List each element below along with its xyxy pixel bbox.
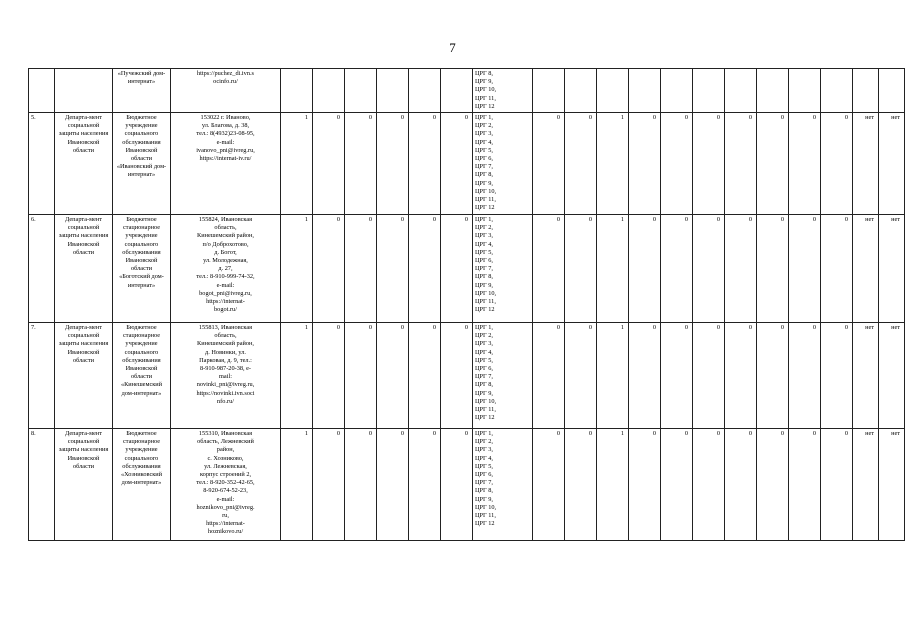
institution-name-cell: «Пучежский дом-интернат» [113,69,171,113]
contact-line: область, [214,224,237,232]
contact-line: hoznikovo_pni@ivreg. [196,503,255,511]
value-cell: 0 [313,113,345,215]
goals-cell [473,113,533,215]
value-cell: 0 [345,429,377,541]
table-row [29,323,905,429]
goal-line: ЦРГ 10, [475,397,497,405]
goal-line: ЦРГ 3, [475,340,493,348]
contact-line: д. Новинки, ул. [205,348,246,356]
department-cell: Департа-мент социальной защиты населения Ивановской области [55,429,113,541]
value-cell: 0 [629,215,661,323]
value-cell: 0 [441,215,473,323]
value-cell: 0 [821,429,853,541]
goal-line: ЦРГ 8, [475,381,493,389]
goal-line: ЦРГ 9, [475,179,493,187]
value-cell: 1 [597,215,629,323]
department-cell: Департа-мент социальной защиты населения Ивановской области [55,113,113,215]
value-cell: 0 [409,429,441,541]
value-cell [693,69,725,113]
contact-line: novinki_pni@ivreg.ru, [196,381,255,389]
value-cell: 1 [281,215,313,323]
value-cell: 0 [629,323,661,429]
contact-line: ru, [222,512,229,520]
value-cell: 0 [345,323,377,429]
goal-line: ЦРГ 7, [475,373,493,381]
goals-cell [473,429,533,541]
goal-line: ЦРГ 6, [475,471,493,479]
contact-line: e-mail: [216,495,235,503]
goal-line: ЦРГ 11, [475,406,496,414]
value-cell: 0 [789,323,821,429]
value-cell: 0 [757,323,789,429]
value-cell: 0 [377,429,409,541]
value-cell: 0 [313,215,345,323]
goal-line: ЦРГ 3, [475,130,493,138]
goal-line: ЦРГ 7, [475,479,493,487]
value-cell: нет [853,215,879,323]
goals-cell [473,215,533,323]
contacts-cell [171,323,281,429]
goal-line: ЦРГ 11, [475,512,496,520]
goal-line: ЦРГ 1, [475,324,493,331]
row-number-cell: 6. [29,215,55,323]
value-cell: 1 [597,429,629,541]
goal-line: ЦРГ 5, [475,248,493,256]
value-cell [345,69,377,113]
contact-line: 155824, Ивановская [198,216,253,223]
value-cell: нет [879,215,905,323]
contact-line: район, [216,446,235,454]
institution-name-cell: Бюджетное учреждение социального обслуживания Ивановской области «Ивановский дом-интернат» [113,113,171,215]
goals-cell [473,69,533,113]
department-cell: Департа-мент социальной защиты населения Ивановской области [55,215,113,323]
contact-line: тел.: 8(4932)23-08-95, [196,130,255,138]
value-cell: 0 [661,429,693,541]
value-cell [565,69,597,113]
goal-line: ЦРГ 2, [475,224,493,232]
value-cell: 1 [281,323,313,429]
goal-line: ЦРГ 6, [475,257,493,265]
contact-line: hoznikovo.ru/ [207,528,244,536]
contact-line: п/о Доброхотово, [202,240,249,248]
value-cell: нет [853,323,879,429]
value-cell: 0 [693,215,725,323]
goal-line: ЦРГ 3, [475,232,493,240]
value-cell: 0 [533,113,565,215]
value-cell: 0 [629,113,661,215]
goal-line: ЦРГ 5, [475,356,493,364]
contacts-cell [171,215,281,323]
value-cell: 0 [661,323,693,429]
row-number-cell: 7. [29,323,55,429]
contact-line: ул. Лежневская, [204,462,247,470]
value-cell: нет [879,113,905,215]
goal-line: ЦРГ 4, [475,138,493,146]
value-cell: 0 [789,113,821,215]
goal-line: ЦРГ 4, [475,348,493,356]
value-cell: 0 [693,113,725,215]
goal-line: ЦРГ 12 [475,102,495,110]
contact-line: bogot.ru/ [214,306,237,314]
goal-line: ЦРГ 11, [475,196,496,204]
value-cell: 0 [565,215,597,323]
goal-line: ЦРГ 8, [475,273,493,281]
goal-line: ЦРГ 7, [475,265,493,273]
contact-line: корпус строений 2, [199,471,252,479]
table-row [29,69,905,113]
contact-line: https://novinki.ivn.soci [196,389,255,397]
value-cell: 0 [313,429,345,541]
value-cell: 0 [533,429,565,541]
value-cell [629,69,661,113]
value-cell: 0 [629,429,661,541]
value-cell: 0 [725,429,757,541]
value-cell: 0 [757,215,789,323]
contact-line: д. 27, [218,265,233,273]
department-cell [55,69,113,113]
goal-line: ЦРГ 7, [475,163,493,171]
contact-line: д. Богот, [214,248,237,256]
goal-line: ЦРГ 11, [475,298,496,306]
institutions-table [28,68,905,541]
value-cell [821,69,853,113]
value-cell: 0 [821,323,853,429]
value-cell [597,69,629,113]
value-cell [377,69,409,113]
goal-line: ЦРГ 3, [475,446,493,454]
contact-line: Парковая, д. 9, тел.: [199,356,252,364]
contact-line: e-mail: [216,138,235,146]
contact-line: 8-910-987-20-38, e- [199,365,252,373]
goal-line: ЦРГ 9, [475,78,493,86]
goal-line: ЦРГ 2, [475,332,493,340]
goal-line: ЦРГ 12 [475,520,495,528]
contact-line: https://internat- [206,298,245,306]
value-cell [789,69,821,113]
value-cell: 0 [725,215,757,323]
goal-line: ЦРГ 9, [475,495,493,503]
goal-line: ЦРГ 5, [475,462,493,470]
value-cell: 0 [409,323,441,429]
value-cell: 1 [597,323,629,429]
value-cell: нет [879,323,905,429]
goal-line: ЦРГ 8, [475,487,493,495]
contact-line: bogot_pni@ivreg.ru, [199,289,252,297]
goal-line: ЦРГ 11, [475,94,496,102]
value-cell [441,69,473,113]
goal-line: ЦРГ 12 [475,306,495,314]
goal-line: ЦРГ 6, [475,365,493,373]
goal-line: ЦРГ 10, [475,86,497,94]
value-cell: 0 [693,323,725,429]
value-cell: 0 [533,215,565,323]
contact-line: e-mail: [216,281,235,289]
goal-line: ЦРГ 6, [475,155,493,163]
table-row [29,113,905,215]
goal-line: ЦРГ 10, [475,289,497,297]
value-cell: 0 [377,323,409,429]
value-cell: 0 [821,113,853,215]
value-cell: 0 [757,113,789,215]
contact-line: Кинешемский район, [197,232,254,240]
value-cell: 0 [345,113,377,215]
goal-line: ЦРГ 1, [475,430,493,437]
value-cell: 0 [821,215,853,323]
contact-line: https://internat- [206,520,245,528]
goal-line: ЦРГ 4, [475,454,493,462]
value-cell: 0 [661,215,693,323]
contact-line: ivanovo_pni@ivreg.ru, [196,146,255,154]
value-cell: 0 [661,113,693,215]
contact-line: тел.: 8-910-999-74-32, [196,273,255,281]
contact-line: Кинешемский район, [197,340,254,348]
value-cell [281,69,313,113]
institution-name-cell: Бюджетное стационарное учреждение социального обслуживания «Хозниковский дом-интернат» [113,429,171,541]
contact-line: с. Хозниково, [207,454,244,462]
value-cell: 0 [441,323,473,429]
goal-line: ЦРГ 1, [475,216,493,223]
value-cell: 0 [377,113,409,215]
table-row [29,215,905,323]
value-cell [533,69,565,113]
contact-line: mail: [219,373,232,381]
value-cell [853,69,879,113]
goal-line: ЦРГ 8, [475,70,493,77]
value-cell: нет [853,429,879,541]
value-cell: 0 [441,429,473,541]
institution-name-cell: Бюджетное стационарное учреждение социального обслуживания Ивановской области «Кинешемский дом-интернат» [113,323,171,429]
value-cell: 0 [725,113,757,215]
value-cell: 0 [789,429,821,541]
contacts-cell [171,69,281,113]
value-cell: 0 [313,323,345,429]
page-number: 7 [449,40,456,55]
contact-line: тел.: 8-920-352-42-65, [196,479,255,487]
value-cell: 0 [725,323,757,429]
row-number-cell: 8. [29,429,55,541]
value-cell: 0 [565,113,597,215]
goals-cell [473,323,533,429]
goal-line: ЦРГ 5, [475,146,493,154]
contact-line: https://internat-iv.ru/ [199,155,252,163]
goal-line: ЦРГ 10, [475,187,497,195]
contact-line: 8-920-674-52-23, [203,487,248,495]
value-cell: 0 [693,429,725,541]
value-cell: 1 [281,113,313,215]
value-cell: 0 [565,429,597,541]
value-cell: 0 [409,215,441,323]
value-cell [725,69,757,113]
contacts-cell [171,429,281,541]
row-number-cell [29,69,55,113]
contact-line: 155310, Ивановская [198,430,253,437]
value-cell: нет [853,113,879,215]
value-cell: 0 [533,323,565,429]
value-cell: 0 [345,215,377,323]
institution-name-cell: Бюджетное стационарное учреждение социального обслуживания Ивановской области «Боготский дом-интернат» [113,215,171,323]
value-cell: 1 [597,113,629,215]
value-cell [757,69,789,113]
value-cell: 1 [281,429,313,541]
goal-line: ЦРГ 2, [475,438,493,446]
goal-line: ЦРГ 8, [475,171,493,179]
value-cell: 0 [565,323,597,429]
contact-line: ул. Молодежная, [203,257,248,265]
value-cell: 0 [441,113,473,215]
value-cell: нет [879,429,905,541]
goal-line: ЦРГ 4, [475,240,493,248]
department-cell: Департа-мент социальной защиты населения Ивановской области [55,323,113,429]
value-cell: 0 [789,215,821,323]
contact-line: ул. Благова, д. 38, [201,122,250,130]
goal-line: ЦРГ 12 [475,204,495,212]
contact-line: область, [214,332,237,340]
contact-line: nfo.ru/ [217,397,234,405]
contacts-cell [171,113,281,215]
value-cell [313,69,345,113]
contact-line: область, Лежневский [197,438,254,446]
value-cell [879,69,905,113]
goal-line: ЦРГ 9, [475,389,493,397]
row-number-cell: 5. [29,113,55,215]
value-cell: 0 [757,429,789,541]
goal-line: ЦРГ 10, [475,503,497,511]
goal-line: ЦРГ 12 [475,414,495,422]
goal-line: ЦРГ 2, [475,122,493,130]
value-cell [409,69,441,113]
value-cell [661,69,693,113]
table-row [29,429,905,541]
contact-line: ocinfo.ru/ [213,78,238,86]
contact-line: 155813, Ивановская [198,324,253,331]
contact-line: https://puchez_di.ivn.s [196,70,255,77]
contact-line: 153022 г. Иваново, [200,114,251,121]
value-cell: 0 [377,215,409,323]
goal-line: ЦРГ 9, [475,281,493,289]
value-cell: 0 [409,113,441,215]
goal-line: ЦРГ 1, [475,114,493,121]
